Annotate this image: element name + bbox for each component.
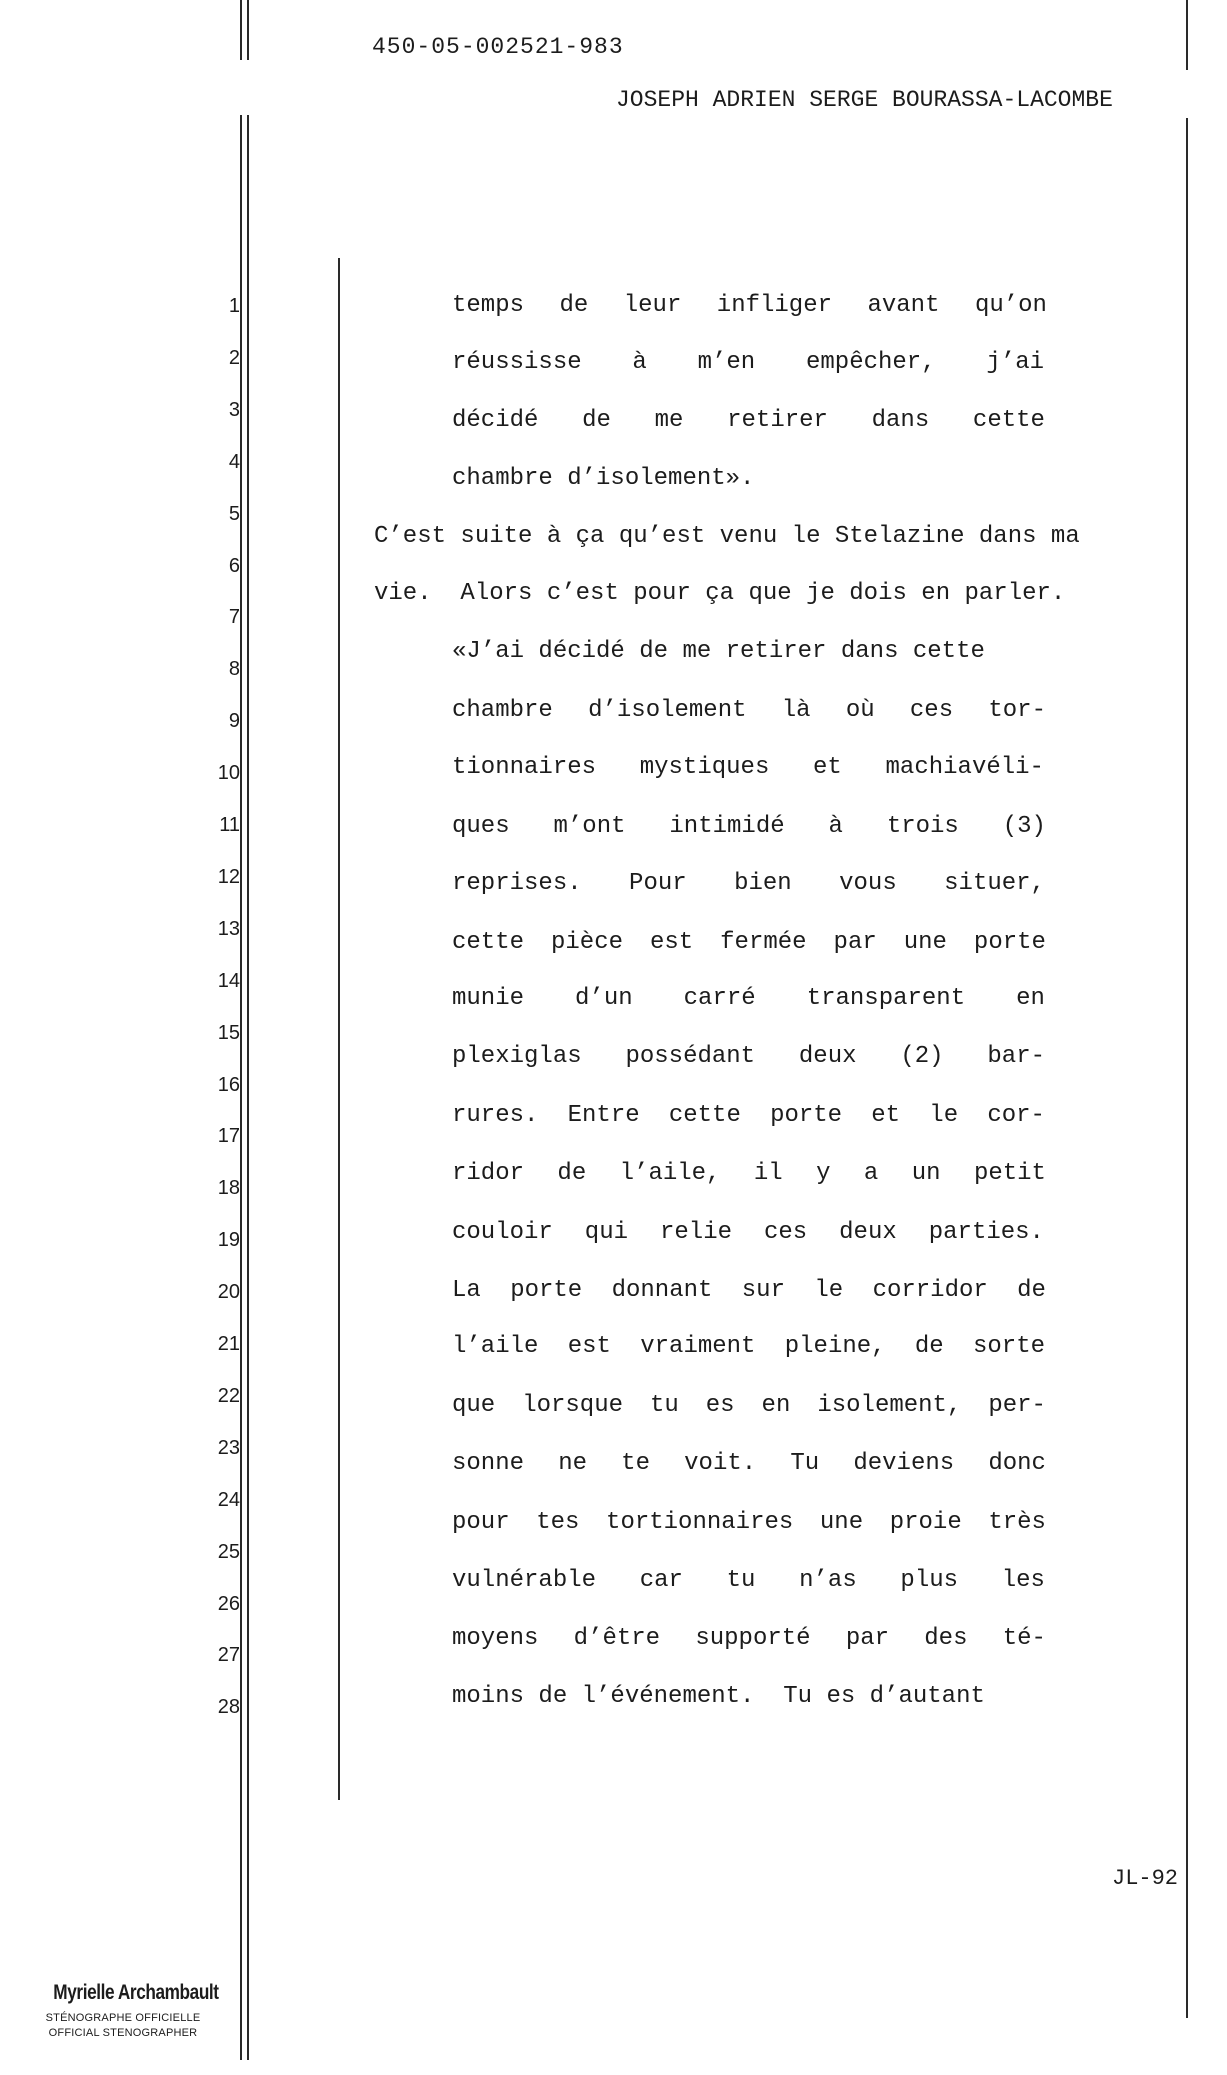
line-number: 23 (217, 1436, 240, 1459)
transcript-line (452, 697, 1046, 724)
line-number: 14 (217, 969, 240, 992)
right-margin-rule (1186, 0, 1188, 70)
transcript-word: Tu (790, 1450, 820, 1477)
line-number: 12 (217, 865, 240, 888)
transcript-word: deviens (853, 1450, 955, 1477)
transcript-line (452, 1160, 1046, 1187)
line-number: 1 (228, 295, 240, 317)
transcript-word: qui (584, 1219, 629, 1246)
transcript-word: le (929, 1102, 959, 1129)
transcript-word: tor- (988, 697, 1046, 724)
line-number: 11 (219, 814, 240, 836)
line-number: 8 (228, 658, 240, 681)
line-number: 16 (217, 1073, 240, 1096)
transcript-word: fermée (720, 929, 807, 956)
transcript-line (452, 1625, 1046, 1652)
line-number: 25 (217, 1540, 240, 1563)
transcript-word: n’as (799, 1567, 857, 1594)
transcript-word: de (582, 407, 611, 434)
transcript-word: leur (623, 292, 682, 319)
transcript-word: ne (558, 1450, 587, 1477)
line-number: 2 (228, 346, 240, 369)
transcript-word: proie (889, 1509, 962, 1536)
transcript-word: a (863, 1160, 879, 1187)
transcript-word: porte (973, 929, 1046, 956)
transcript-word: te (621, 1450, 650, 1477)
line-number: 28 (217, 1696, 240, 1719)
transcript-word: Entre (567, 1102, 640, 1129)
transcript-word: où (845, 697, 875, 724)
transcript-word: m’ont (553, 813, 626, 840)
transcript-word: couloir (452, 1219, 553, 1246)
left-margin-rule (247, 0, 249, 60)
case-number: 450-05-002521-983 (372, 34, 624, 60)
transcript-word: de (559, 292, 589, 319)
transcript-word: cette (452, 929, 525, 956)
transcript-line (452, 813, 1046, 840)
line-number: 22 (217, 1384, 240, 1407)
transcript-word: plexiglas (452, 1043, 582, 1070)
transcript-word: pièce (550, 929, 623, 956)
transcript-line (452, 754, 1044, 781)
line-number: 15 (217, 1021, 240, 1044)
transcript-word: bien (734, 870, 792, 897)
left-margin-rule (240, 0, 242, 60)
transcript-word: d’un (575, 985, 633, 1012)
line-number: 21 (217, 1333, 240, 1355)
transcript-word: ces (909, 697, 954, 724)
transcript-word: supporté (695, 1625, 811, 1652)
transcript-word: le (814, 1277, 844, 1304)
transcript-word: tionnaires (452, 754, 597, 781)
transcript-word: chambre (452, 697, 553, 724)
transcript-line (452, 638, 985, 665)
transcript-word: par (845, 1625, 890, 1652)
transcript-line (452, 1102, 1045, 1129)
transcript-word: petit (973, 1160, 1046, 1187)
transcript-word: vie. Alors c’est pour ça que je dois en parler. (374, 580, 1066, 607)
transcript-word: retirer (727, 407, 828, 434)
transcript-word: moins de l’événement. Tu es d’autant (452, 1683, 985, 1710)
stenographer-title-en: OFFICIAL STENOGRAPHER (48, 2027, 198, 2039)
transcript-word: moyens (452, 1625, 539, 1652)
transcript-word: parties. (928, 1219, 1044, 1246)
transcript-word: ces (763, 1219, 808, 1246)
transcript-word: d’isolement (588, 697, 747, 724)
line-number: 3 (228, 398, 240, 421)
transcript-word: deux (839, 1219, 897, 1246)
transcript-word: tes (536, 1509, 580, 1536)
transcript-line (452, 985, 1045, 1012)
transcript-word: par (833, 929, 877, 956)
transcript-word: voit. (684, 1450, 757, 1477)
transcript-word: y (816, 1160, 831, 1187)
transcript-word: dans (871, 407, 930, 434)
line-number: 13 (217, 917, 240, 940)
transcript-word: et (813, 754, 842, 781)
transcript-word: cor- (987, 1102, 1045, 1129)
transcript-word: de (1017, 1277, 1046, 1304)
transcript-word: j’ai (986, 349, 1044, 376)
transcript-word: empêcher, (805, 349, 936, 376)
transcript-word: en (761, 1392, 791, 1419)
transcript-word: tortionnaires (606, 1509, 794, 1536)
transcript-word: des (924, 1625, 968, 1652)
transcript-word: sorte (972, 1333, 1045, 1360)
line-number: 5 (228, 502, 240, 525)
transcript-line (452, 407, 1045, 434)
transcript-word: transparent (806, 985, 966, 1012)
transcript-word: lorsque (522, 1392, 624, 1419)
line-number: 9 (228, 710, 240, 733)
line-number: 20 (217, 1281, 240, 1304)
line-number: 26 (217, 1592, 240, 1615)
transcript-line (452, 1043, 1045, 1070)
transcript-word: à (632, 349, 647, 376)
transcript-word: chambre d’isolement». (452, 465, 755, 492)
transcript-line (452, 1392, 1046, 1419)
transcript-word: «J’ai décidé de me retirer dans cette (452, 638, 985, 665)
transcript-word: per- (988, 1392, 1046, 1419)
transcript-word: là (781, 697, 811, 724)
transcript-word: La (452, 1277, 481, 1304)
transcript-line (452, 292, 1047, 319)
transcript-word: (2) (900, 1043, 944, 1070)
stenographer-title-fr: STÉNOGRAPHE OFFICIELLE (45, 2012, 201, 2024)
transcript-word: pleine, (784, 1333, 886, 1360)
transcript-line (452, 1277, 1046, 1304)
transcript-word: mystiques (639, 754, 770, 781)
transcript-word: cette (972, 407, 1045, 434)
transcript-line (452, 1509, 1046, 1536)
transcript-line (374, 580, 1065, 607)
right-margin-rule (1186, 118, 1188, 2018)
transcript-line (452, 870, 1045, 897)
transcript-word: est (649, 929, 694, 956)
transcript-line (374, 523, 1080, 550)
transcript-line (452, 1567, 1045, 1594)
transcript-word: bar- (987, 1043, 1045, 1070)
transcript-word: isolement, (817, 1392, 962, 1419)
transcript-word: car (639, 1567, 683, 1594)
transcript-word: une (819, 1509, 864, 1536)
transcript-word: sur (741, 1277, 785, 1304)
transcript-line (452, 1333, 1045, 1360)
transcript-word: corridor (872, 1277, 988, 1304)
transcript-word: ques (452, 813, 510, 840)
transcript-word: infliger (716, 292, 833, 319)
stenographer-name: Myrielle Archambault (53, 1981, 219, 2004)
transcript-word: trois (886, 813, 959, 840)
transcript-word: une (903, 929, 947, 956)
transcript-line (452, 929, 1046, 956)
transcript-word: un (911, 1160, 941, 1187)
transcript-word: deux (798, 1043, 857, 1070)
line-number: 19 (217, 1229, 240, 1252)
left-margin-rule (247, 115, 249, 2060)
transcript-line (452, 465, 754, 492)
transcript-word: relie (659, 1219, 732, 1246)
transcript-line (452, 1450, 1046, 1477)
transcript-word: donnant (611, 1277, 713, 1304)
transcript-word: réussisse (452, 349, 582, 376)
page-reference: JL-92 (1112, 1866, 1179, 1891)
line-number: 7 (228, 606, 240, 629)
left-margin-rule (240, 115, 242, 2060)
transcript-word: à (828, 813, 843, 840)
transcript-word: d’être (573, 1625, 661, 1652)
transcript-word: C’est suite à ça qu’est venu le Stelazine dans ma (374, 523, 1080, 550)
transcript-word: carré (683, 985, 756, 1012)
transcript-word: es (705, 1392, 735, 1419)
line-number: 10 (217, 762, 240, 785)
transcript-line (452, 349, 1044, 376)
transcript-word: il (753, 1160, 783, 1187)
line-number: 27 (217, 1644, 240, 1667)
transcript-word: avant (867, 292, 940, 319)
transcript-word: décidé (452, 407, 539, 434)
transcript-word: possédant (625, 1043, 756, 1070)
line-number: 6 (228, 554, 240, 577)
transcript-word: de (914, 1333, 944, 1360)
transcript-word: donc (988, 1450, 1046, 1477)
transcript-word: situer, (944, 870, 1045, 897)
transcript-word: en (1016, 985, 1045, 1012)
transcript-word: munie (452, 985, 525, 1012)
transcript-word: té- (1002, 1625, 1046, 1652)
transcript-word: (3) (1002, 813, 1046, 840)
transcript-word: reprises. (452, 870, 582, 897)
transcript-word: est (567, 1333, 611, 1360)
transcript-word: m’en (697, 349, 756, 376)
line-number: 24 (217, 1488, 240, 1511)
transcript-word: les (1001, 1567, 1045, 1594)
transcript-word: vous (839, 870, 897, 897)
transcript-word: de (557, 1160, 587, 1187)
transcript-word: porte (510, 1277, 583, 1304)
transcript-word: que (452, 1392, 496, 1419)
transcript-word: tu (726, 1567, 756, 1594)
transcript-line (452, 1683, 985, 1710)
transcript-word: qu’on (974, 292, 1047, 319)
line-number: 4 (228, 450, 240, 473)
transcript-word: très (988, 1509, 1046, 1536)
transcript-word: et (871, 1102, 901, 1129)
transcript-word: Pour (629, 870, 687, 897)
transcript-word: vulnérable (452, 1567, 597, 1594)
transcript-word: l’aile, (619, 1160, 721, 1187)
transcript-word: rures. (452, 1102, 539, 1129)
transcript-word: me (654, 407, 684, 434)
transcript-line (452, 1219, 1044, 1246)
transcript-word: porte (770, 1102, 843, 1129)
transcript-word: sonne (452, 1450, 525, 1477)
transcript-word: temps (452, 292, 525, 319)
line-number: 18 (217, 1177, 240, 1200)
stenographer-stamp (38, 1981, 219, 2041)
transcript-word: plus (900, 1567, 959, 1594)
transcript-word: cette (668, 1102, 741, 1129)
transcript-word: l’aile (452, 1333, 539, 1360)
transcript-word: intimidé (669, 813, 785, 840)
party-name: JOSEPH ADRIEN SERGE BOURASSA-LACOMBE (616, 87, 1113, 113)
transcript-word: ridor (452, 1160, 525, 1187)
text-column-rule (338, 258, 340, 1800)
line-number: 17 (217, 1125, 240, 1148)
transcript-word: tu (649, 1392, 679, 1419)
transcript-word: vraiment (640, 1333, 756, 1360)
transcript-word: machiavéli- (885, 754, 1044, 781)
transcript-word: pour (452, 1509, 510, 1536)
